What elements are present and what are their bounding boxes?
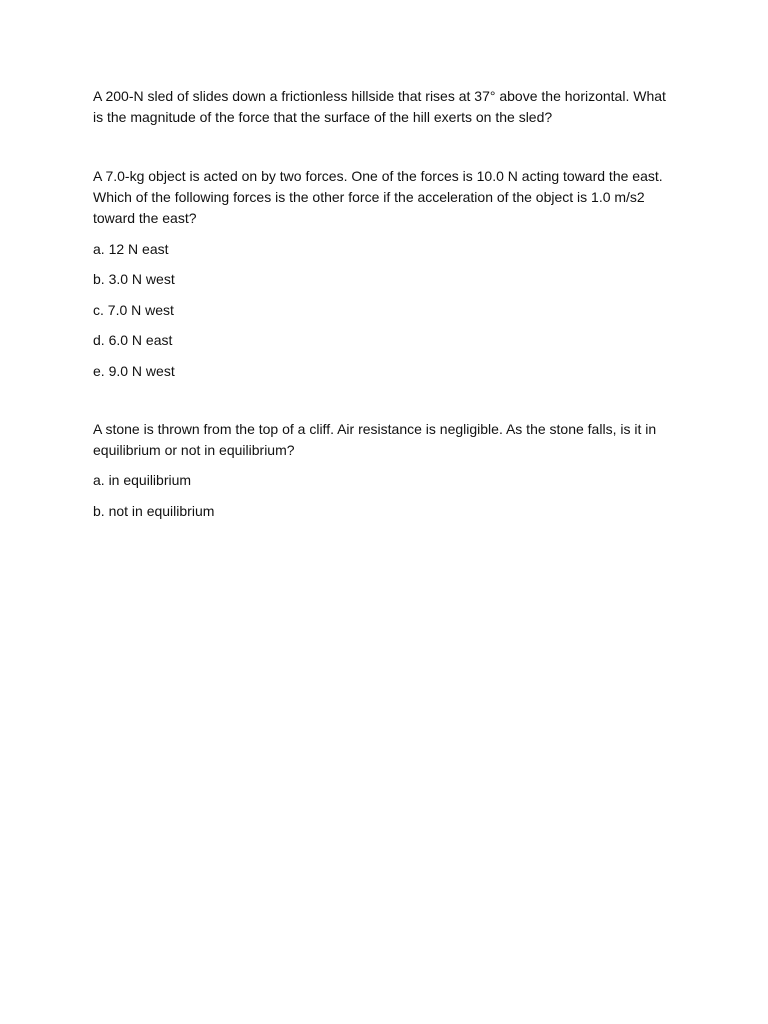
question-2-option-a: a. 12 N east: [93, 240, 169, 257]
question-1: [93, 86, 678, 128]
question-2-text: A 7.0-kg object is acted on by two forces. One of the forces is 10.0 N acting toward the east. Which of the following forces is the other force if the acceleration of the object is 1.0 m/s2 toward the east?: [93, 168, 663, 226]
question-3-option-a: a. in equilibrium: [93, 472, 192, 488]
question-3-text: A stone is thrown from the top of a cliff. Air resistance is negligible. As the stone falls, is it in equilibrium or not in equilibrium?: [93, 420, 657, 458]
question-2-options: [93, 239, 678, 382]
question-3: [93, 419, 678, 522]
question-2-option-d: d. 6.0 N east: [93, 332, 173, 348]
document-page: [93, 86, 678, 522]
question-2: [93, 166, 678, 382]
question-1-text: A 200-N sled of slides down a frictionless hillside that rises at 37° above the horizontal. What is the magnitude of the force that the surface of the hill exerts on the sled?: [93, 88, 666, 125]
question-2-option-c: c. 7.0 N west: [93, 301, 174, 318]
question-2-option-b: b. 3.0 N west: [93, 271, 175, 287]
question-2-option-e: e. 9.0 N west: [93, 362, 175, 379]
question-3-option-b: b. not in equilibrium: [93, 502, 215, 519]
question-3-options: [93, 470, 678, 522]
